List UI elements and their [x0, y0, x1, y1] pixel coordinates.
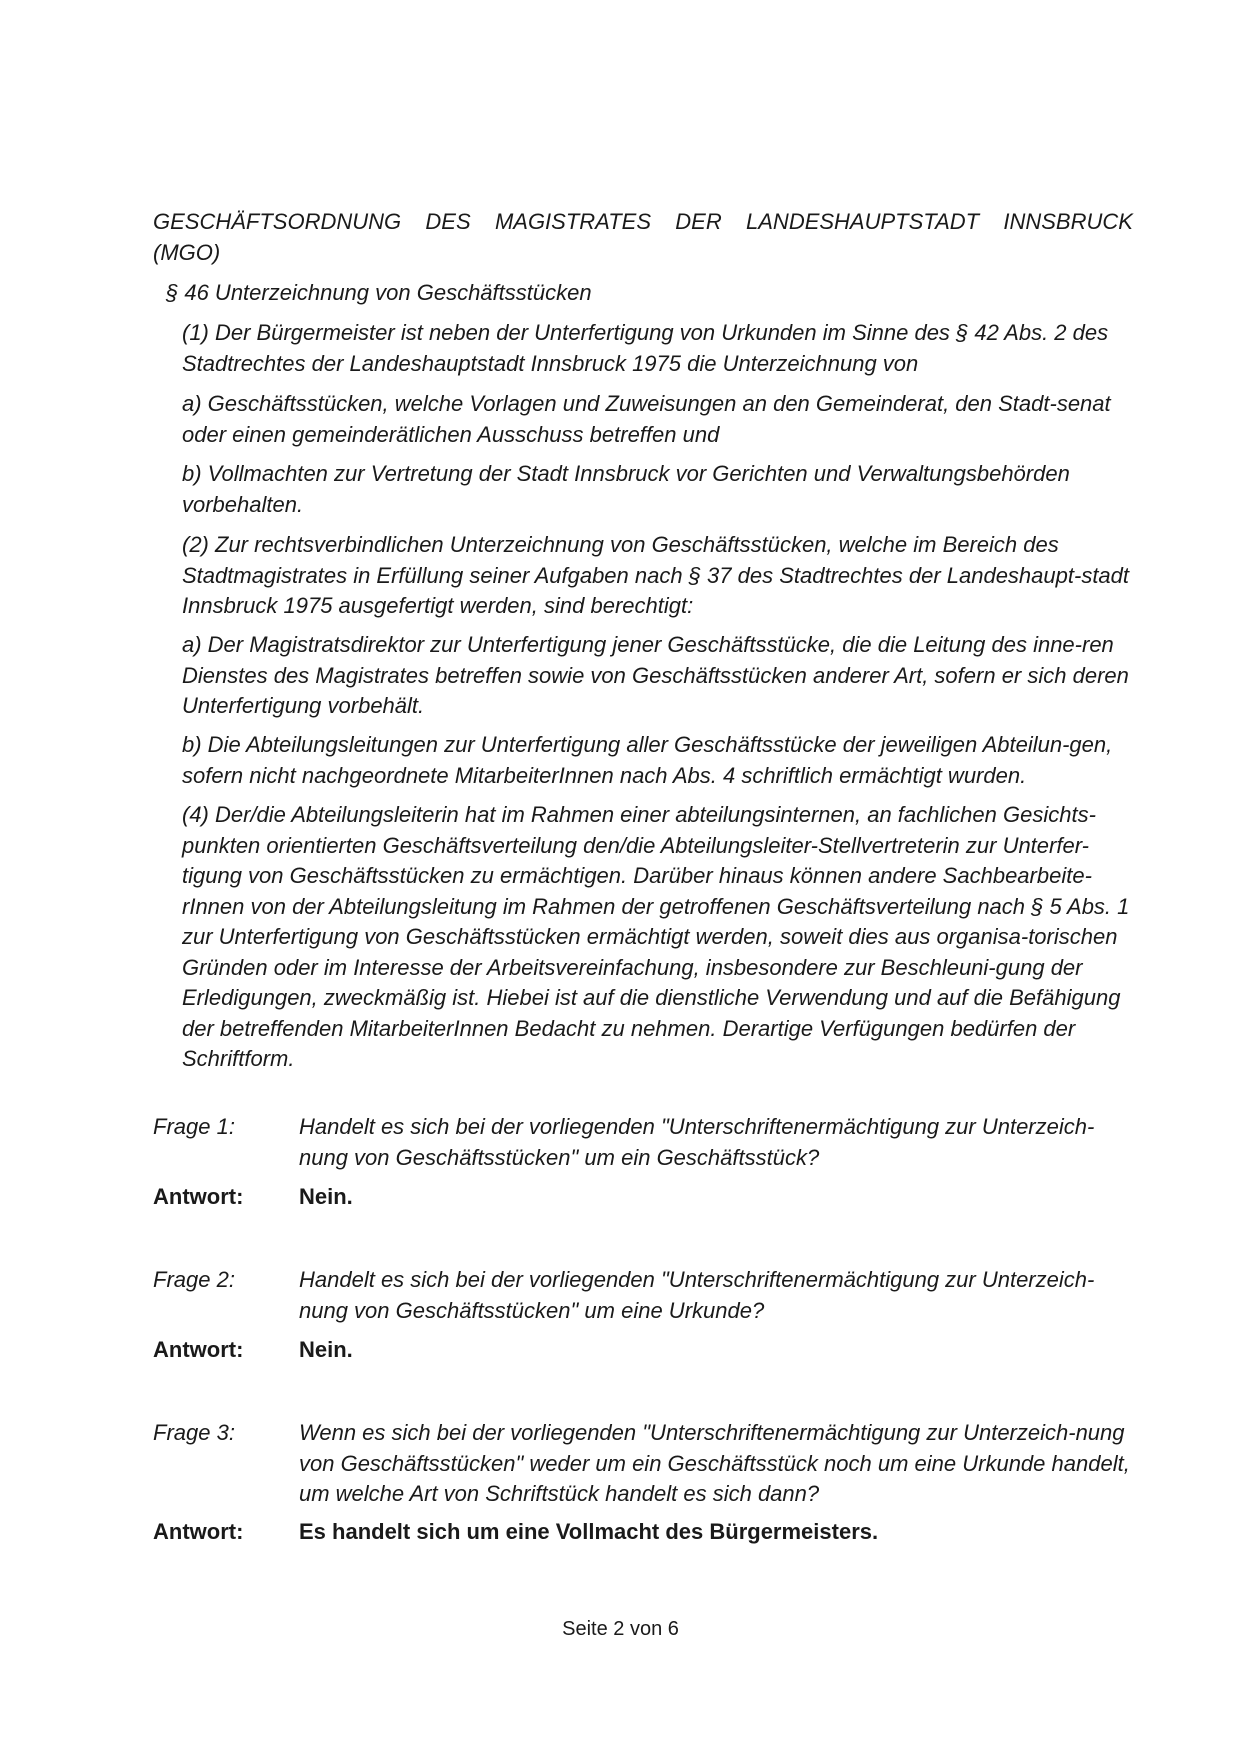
- answer-label: Antwort:: [153, 1519, 244, 1544]
- paragraph-1: (1) Der Bürgermeister ist neben der Unterfertigung von Urkunden im Sinne des § 42 Abs. 2 des Stadtrechtes der Landeshauptstadt Innsbruck 1975 die Unterzeichnung von: [182, 320, 1109, 376]
- answer-text: Es handelt sich um eine Vollmacht des Bürgermeisters.: [299, 1519, 879, 1544]
- answer-label: Antwort:: [153, 1337, 244, 1362]
- paragraph-2b: b) Die Abteilungsleitungen zur Unterfertigung aller Geschäftsstücke der jeweiligen Abteilun-gen, sofern nicht nachgeordnete MitarbeiterInnen nach Abs. 4 schriftlich ermächtigt wurden.: [182, 732, 1113, 788]
- page-footer: Seite 2 von 6: [562, 1618, 679, 1640]
- question-label: Frage 1:: [153, 1114, 235, 1139]
- paragraph-1b: b) Vollmachten zur Vertretung der Stadt Innsbruck vor Gerichten und Verwaltungsbehörden vorbehalten.: [182, 461, 1070, 517]
- title-line-1: [153, 206, 1133, 237]
- question-label: Frage 3:: [153, 1420, 235, 1445]
- section-title: § 46 Unterzeichnung von Geschäftsstücken: [166, 280, 592, 305]
- answer-label: Antwort:: [153, 1184, 244, 1209]
- title-word: MAGISTRATES: [494, 209, 651, 234]
- question-text: Wenn es sich bei der vorliegenden "Unterschriftenermächtigung zur Unterzeich-nung von Geschäftsstücken" weder um ein Geschäftsstück noch um eine Urkunde handelt, um welche Art von Schriftstück handelt es sich dann?: [299, 1420, 1130, 1506]
- title-word: DER: [675, 209, 722, 234]
- title-line-2: (MGO): [153, 240, 221, 265]
- paragraph-2: (2) Zur rechtsverbindlichen Unterzeichnung von Geschäftsstücken, welche im Bereich des Stadtmagistrates in Erfüllung seiner Aufgaben nach § 37 des Stadtrechtes der Landeshaupt-stadt Innsbruck 1975 ausgefertigt werden, sind berechtigt:: [182, 532, 1130, 618]
- title-word: INNSBRUCK: [1003, 209, 1133, 234]
- question-label: Frage 2:: [153, 1267, 235, 1292]
- answer-text: Nein.: [299, 1337, 353, 1362]
- paragraph-2a: a) Der Magistratsdirektor zur Unterfertigung jener Geschäftsstücke, die die Leitung des inne-ren Dienstes des Magistrates betreffen sowie von Geschäftsstücken anderer Art, sofern er sich deren Unterfertigung vorbehält.: [182, 632, 1129, 718]
- question-text: Handelt es sich bei der vorliegenden "Unterschriftenermächtigung zur Unterzeich-nung von Geschäftsstücken" um ein Geschäftsstück?: [299, 1114, 1095, 1170]
- paragraph-1a: a) Geschäftsstücken, welche Vorlagen und Zuweisungen an den Gemeinderat, den Stadt-senat oder einen gemeinderätlichen Ausschuss betreffen und: [182, 391, 1111, 447]
- document-title: [153, 206, 1133, 268]
- paragraph-4: (4) Der/die Abteilungsleiterin hat im Rahmen einer abteilungsinternen, an fachlichen Gesichts-punkten orientierten Geschäftsverteilung den/die Abteilungsleiter-Stellvertreterin zur Unterfer-tigung von Geschäftsstücken zu ermächtigen. Darüber hinaus können andere Sachbearbeite-rInnen von der Abteilungsleitung im Rahmen der getroffenen Geschäftsverteilung nach § 5 Abs. 1 zur Unterfertigung von Geschäftsstücken ermächtigt werden, soweit dies aus organisa-torischen Gründen oder im Interesse der Arbeitsvereinfachung, insbesondere zur Beschleuni-gung der Erledigungen, zweckmäßig ist. Hiebei ist auf die dienstliche Verwendung und auf die Befähigung der betreffenden MitarbeiterInnen Bedacht zu nehmen. Derartige Verfügungen bedürfen der Schriftform.: [182, 802, 1130, 1071]
- title-word: DES: [425, 209, 471, 234]
- answer-text: Nein.: [299, 1184, 353, 1209]
- title-word: GESCHÄFTSORDNUNG: [153, 209, 402, 234]
- question-text: Handelt es sich bei der vorliegenden "Unterschriftenermächtigung zur Unterzeich-nung von Geschäftsstücken" um eine Urkunde?: [299, 1267, 1095, 1323]
- title-word: LANDESHAUPTSTADT: [746, 209, 980, 234]
